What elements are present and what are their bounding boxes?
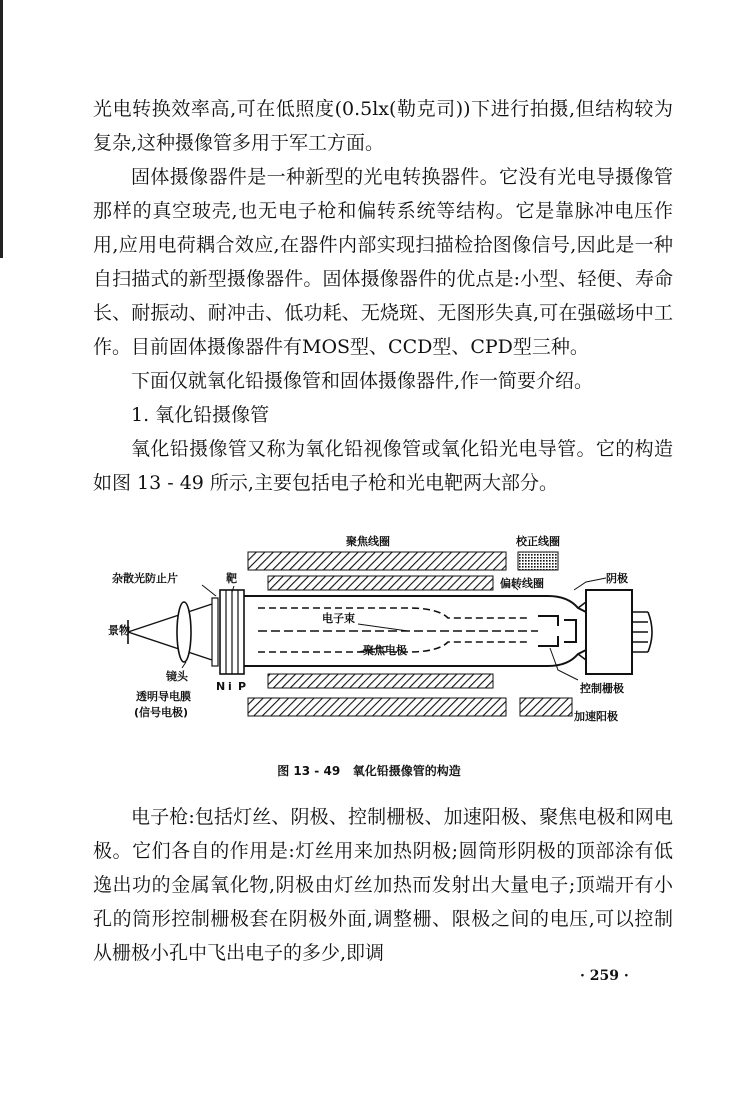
cathode-element	[564, 620, 576, 642]
text-block-top	[93, 92, 673, 500]
paragraph: 电子枪:包括灯丝、阴极、控制栅极、加速阳极、聚焦电极和网电极。它们各自的作用是:灯丝用来加热阴极;圆筒形阴极的顶部涂有低逸出功的金属氧化物,阴极由灯丝加热而发射出大量电子;顶端开有小孔的筒形控制栅极套在阴极外面,调整栅、限极之间的电压,可以控制从栅极小孔中飞出电子的多少,即调	[93, 806, 673, 964]
focus-coil-bottom	[248, 698, 506, 716]
text-block-bottom	[93, 800, 673, 970]
caption-number: 图 13 - 49	[277, 764, 341, 778]
label-object: 景物	[108, 624, 130, 637]
page-number: · 259 ·	[580, 968, 629, 984]
deflection-coil-bottom	[268, 674, 493, 688]
tube-base	[586, 590, 632, 674]
label-focus-electrode: 聚焦电极	[363, 644, 407, 657]
label-film-signal: (信号电极)	[134, 706, 189, 719]
label-control-grid: 控制栅极	[580, 682, 624, 695]
label-lens: 镜头	[166, 670, 188, 683]
label-focus-coil: 聚焦线圈	[346, 535, 390, 548]
margin-line	[0, 0, 3, 258]
base-pins	[632, 612, 652, 652]
label-target: 靶	[226, 572, 237, 585]
section-heading: 1. 氧化铅摄像管	[131, 404, 270, 426]
label-correction-coil: 校正线圈	[516, 535, 560, 548]
label-i: i	[228, 680, 232, 693]
caption-title: 氧化铅摄像管的构造	[352, 764, 461, 778]
focus-coil-top	[248, 552, 506, 570]
label-p: P	[238, 680, 247, 693]
label-n: N	[216, 680, 226, 693]
light-rays	[128, 604, 212, 660]
lens	[177, 602, 191, 662]
anti-stray-plate	[212, 598, 218, 666]
tube-diagram	[108, 530, 668, 730]
control-grid	[538, 616, 558, 646]
label-deflection-coil: 偏转线圈	[500, 577, 544, 590]
paragraph: 氧化铅摄像管又称为氧化铅视像管或氧化铅光电导管。它的构造如图 13 - 49 所示,主要包括电子枪和光电靶两大部分。	[93, 438, 673, 494]
figure-caption	[0, 762, 738, 779]
label-accel-anode: 加速阳极	[574, 710, 618, 723]
label-electron-beam: 电子束	[322, 612, 355, 625]
paragraph: 光电转换效率高,可在低照度(0.5lx(勒克司))下进行拍摄,但结构较为复杂,这种摄像管多用于军工方面。	[93, 98, 673, 154]
accel-anode-block	[520, 698, 572, 716]
label-anti-stray: 杂散光防止片	[112, 572, 178, 585]
correction-coil	[518, 552, 558, 570]
paragraph: 下面仅就氧化铅摄像管和固体摄像器件,作一简要介绍。	[131, 370, 594, 392]
label-cathode: 阴极	[606, 572, 628, 585]
deflection-coil-top	[268, 576, 493, 590]
paragraph: 固体摄像器件是一种新型的光电转换器件。它没有光电导摄像管那样的真空玻壳,也无电子枪和偏转系统等结构。它是靠脉冲电压作用,应用电荷耦合效应,在器件内部实现扫描检拾图像信号,因此是一种自扫描式的新型摄像器件。固体摄像器件的优点是:小型、轻便、寿命长、耐振动、耐冲击、低功耗、无烧斑、无图形失真,可在强磁场中工作。目前固体摄像器件有MOS型、CCD型、CPD型三种。	[93, 166, 673, 358]
label-film: 透明导电膜	[136, 690, 191, 703]
